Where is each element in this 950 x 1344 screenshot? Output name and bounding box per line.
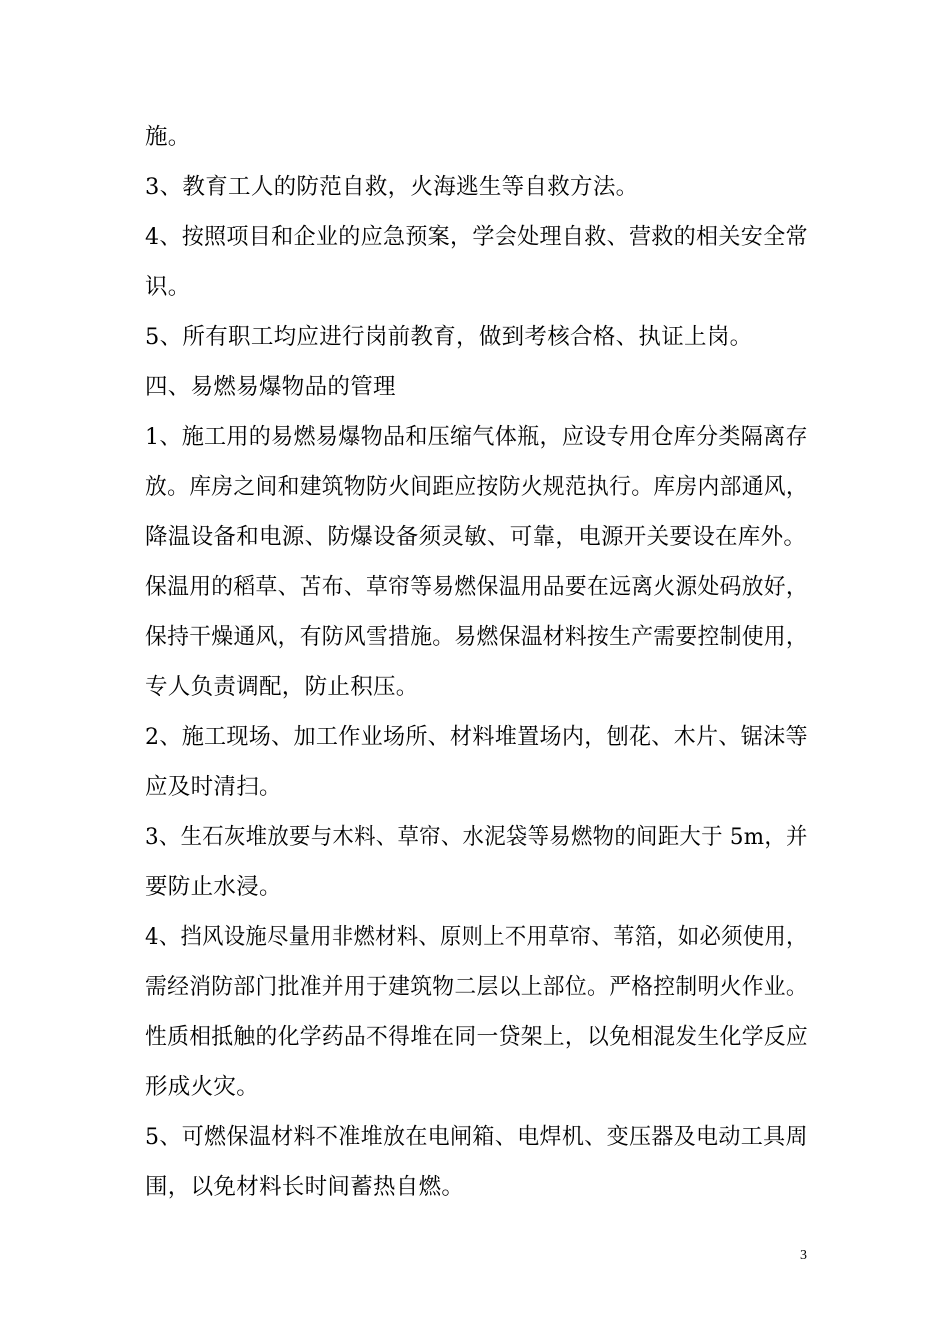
text-line: 5、可燃保温材料不准堆放在电闸箱、电焊机、变压器及电动工具周 [145,1124,808,1150]
text-line: 保温用的稻草、苫布、草帘等易燃保温用品要在远离火源处码放好， [145,574,809,600]
text-line: 1、施工用的易燃易爆物品和压缩气体瓶，应设专用仓库分类隔离存 [145,424,808,450]
text-line: 5、所有职工均应进行岗前教育，做到考核合格、执证上岗。 [145,324,753,350]
text-line: 应及时清扫。 [145,774,282,800]
text-line: 4、按照项目和企业的应急预案，学会处理自救、营救的相关安全常 [145,224,808,250]
text-line: 放。库房之间和建筑物防火间距应按防火规范执行。库房内部通风， [145,474,809,500]
text-line: 3、教育工人的防范自救，火海逃生等自救方法。 [145,174,639,200]
text-line: 3、生石灰堆放要与木料、草帘、水泥袋等易燃物的间距大于 5m，并 [145,824,808,850]
text-line: 4、挡风设施尽量用非燃材料、原则上不用草帘、苇箔，如必须使用， [145,924,808,950]
section-heading: 四、易燃易爆物品的管理 [145,374,396,400]
text-line: 性质相抵触的化学药品不得堆在同一贷架上，以免相混发生化学反应 [145,1024,809,1050]
text-line: 降温设备和电源、防爆设备须灵敏、可靠，电源开关要设在库外。 [145,524,807,550]
text-line: 保持干燥通风，有防风雪措施。易燃保温材料按生产需要控制使用， [145,624,809,650]
text-line: 需经消防部门批准并用于建筑物二层以上部位。严格控制明火作业。 [145,974,809,1000]
page-number: 3 [800,1248,807,1263]
text-line: 识。 [145,274,191,300]
text-line: 2、施工现场、加工作业场所、材料堆置场内，刨花、木片、锯沫等 [145,724,808,750]
text-line: 围，以免材料长时间蓄热自燃。 [145,1174,465,1200]
text-line: 施。 [145,124,191,150]
text-line: 专人负责调配，防止积压。 [145,674,419,700]
text-line: 形成火灾。 [145,1074,260,1100]
text-line: 要防止水浸。 [145,874,282,900]
